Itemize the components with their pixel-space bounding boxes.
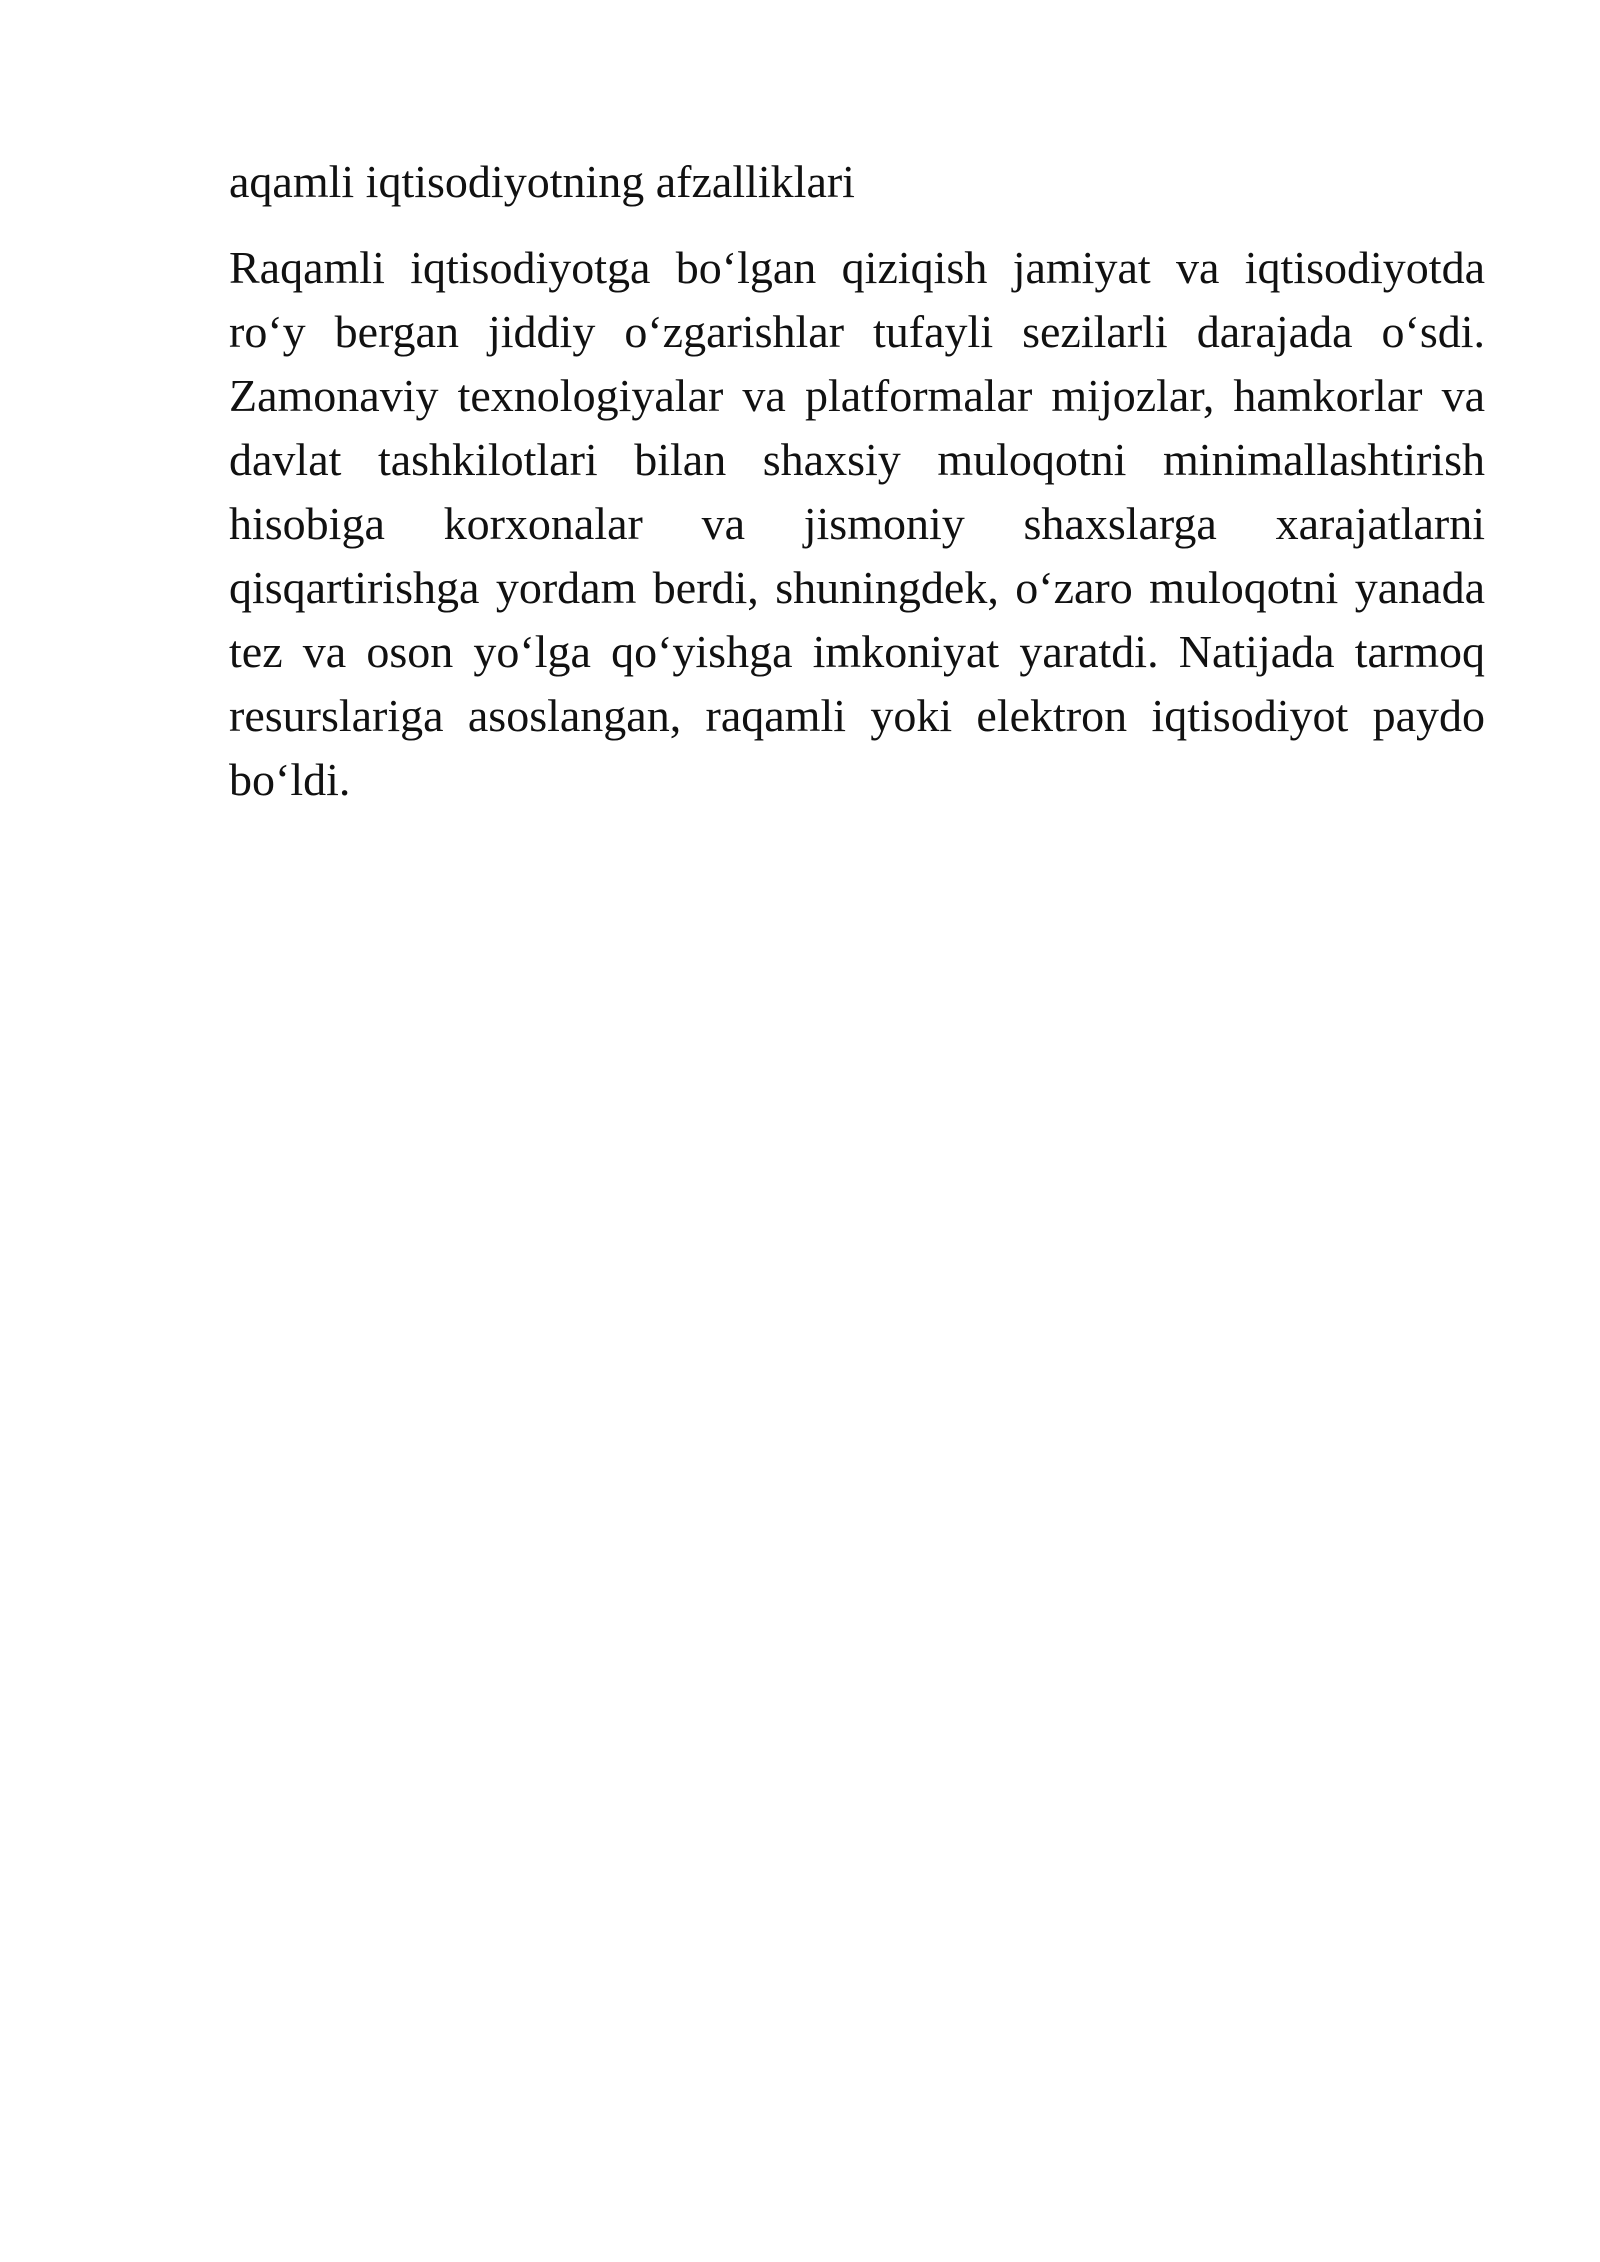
section-heading: aqamli iqtisodiyotning afzalliklari xyxy=(229,156,855,207)
document-body xyxy=(229,150,1485,812)
body-paragraph: Raqamli iqtisodiyotga bo‘lgan qiziqish jamiyat va iqtisodiyotda ro‘y bergan jiddiy o‘zgarishlar tufayli sezilarli darajada o‘sdi. Zamonaviy texnologiyalar va platformalar mijozlar, hamkorlar va davlat tashkilotlari bilan shaxsiy muloqotni minimallashtirish hisobiga korxonalar va jismoniy shaxslarga xarajatlarni qisqartirishga yordam berdi, shuningdek, o‘zaro muloqotni yanada tez va oson yo‘lga qo‘yishga imkoniyat yaratdi. Natijada tarmoq resurslariga asoslangan, raqamli yoki elektron iqtisodiyot paydo bo‘ldi. xyxy=(229,242,1485,805)
